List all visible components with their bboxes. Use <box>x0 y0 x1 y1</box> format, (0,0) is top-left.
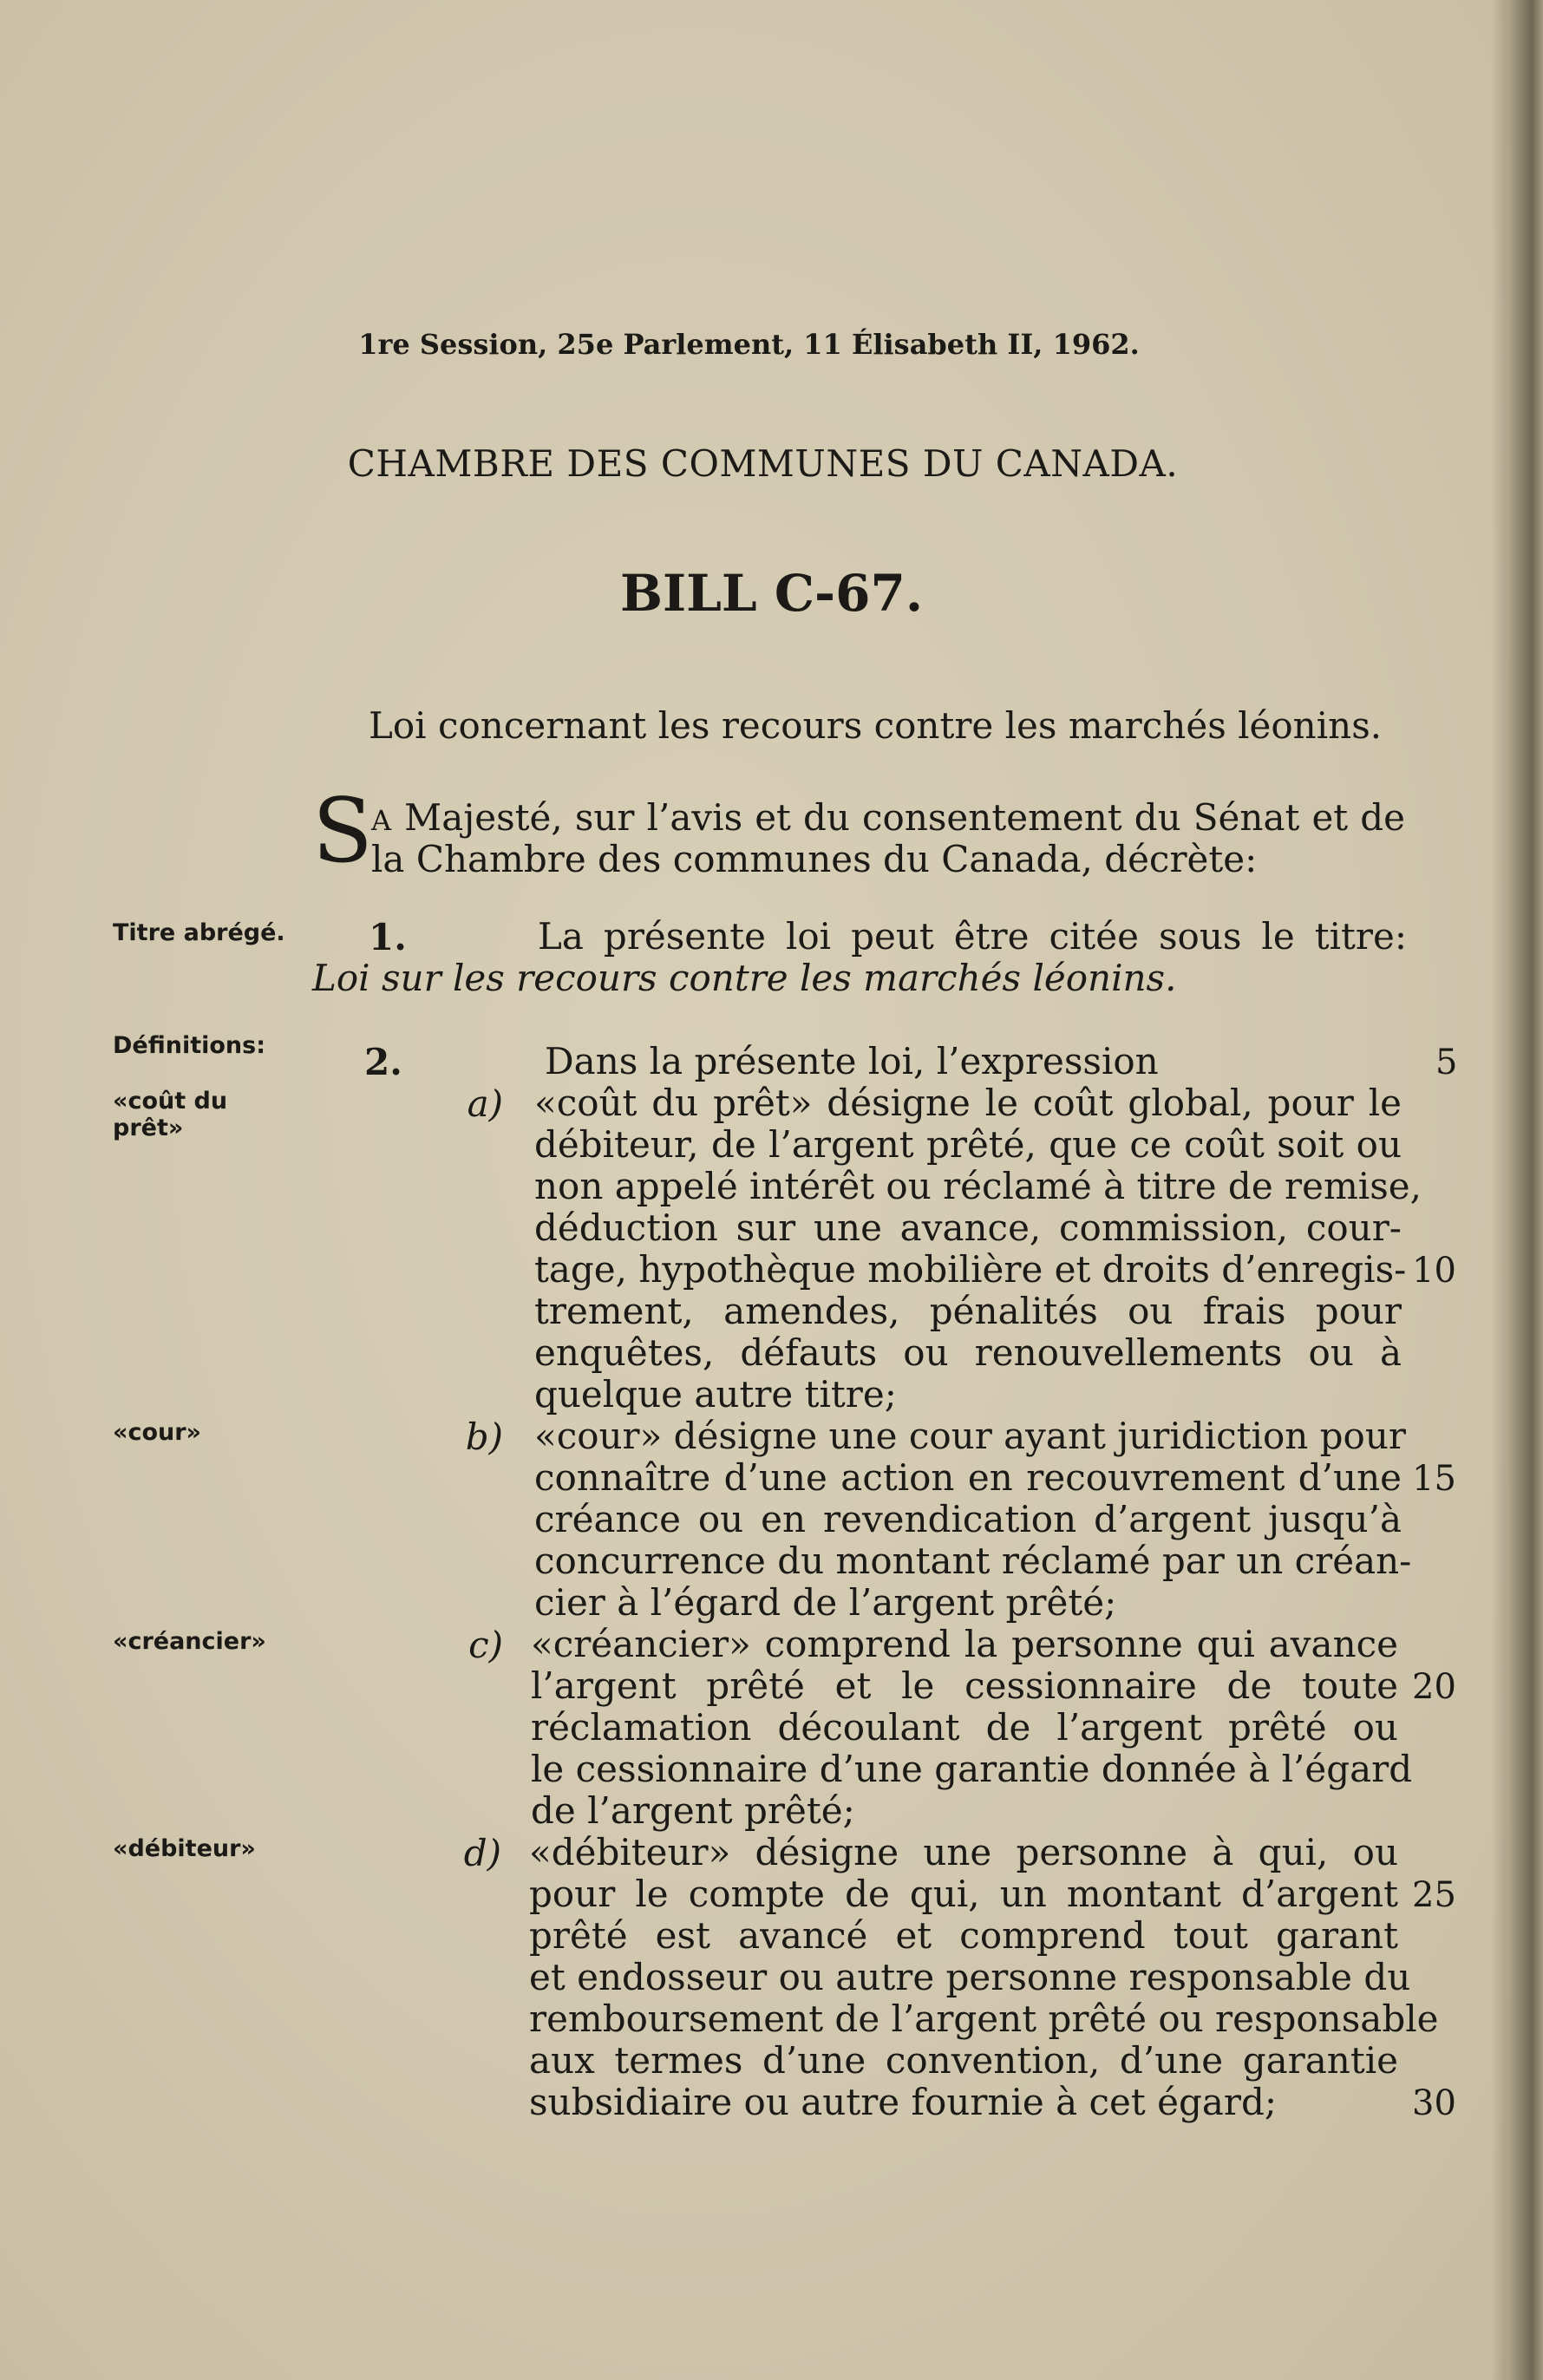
para-d-line: aux termes d’une convention, d’une garantie <box>529 2039 1398 2082</box>
para-d-line: subsidiaire ou autre fournie à cet égard; <box>529 2081 1278 2123</box>
para-b-line: «cour» désigne une cour ayant juridiction pour <box>534 1415 1406 1457</box>
para-d-line: remboursement de l’argent prêté ou responsable <box>529 1998 1439 2040</box>
section-1-number: 1. <box>369 916 407 958</box>
margin-note-short-title: Titre abrégé. <box>113 919 285 946</box>
section-2-intro: Dans la présente loi, l’expression <box>545 1040 1159 1082</box>
enacting-line-1: A Majesté, sur l’avis et du consentement du Sénat et de <box>371 796 1405 839</box>
section-2-number: 2. <box>364 1041 402 1083</box>
para-a-letter: a) <box>467 1082 503 1125</box>
house-header: CHAMBRE DES COMMUNES DU CANADA. <box>347 442 1179 485</box>
enacting-line-2: la Chambre des communes du Canada, décrète: <box>371 838 1258 880</box>
para-d-line: «débiteur» désigne une personne à qui, ou <box>529 1831 1398 1873</box>
bill-number: BILL C-67. <box>619 564 924 623</box>
margin-note-definitions: Définitions: <box>113 1032 266 1059</box>
section-1-line-1: La présente loi peut être citée sous le titre: <box>538 915 1407 958</box>
margin-note-cour: «cour» <box>113 1419 201 1446</box>
section-1-line-2: Loi sur les recours contre les marchés léonins. <box>312 957 1177 999</box>
para-c-line: «créancier» comprend la personne qui avance <box>531 1623 1398 1665</box>
line-number: 10 <box>1412 1251 1456 1291</box>
para-c-letter: c) <box>468 1624 503 1666</box>
line-number: 25 <box>1412 1875 1456 1915</box>
margin-note-cout-du-pret <box>113 1088 227 1141</box>
para-a-line: «coût du prêt» désigne le coût global, pour le <box>534 1082 1402 1124</box>
para-a-line: non appelé intérêt ou réclamé à titre de remise, <box>534 1165 1422 1207</box>
para-b-letter: b) <box>465 1416 503 1458</box>
para-c-line: de l’argent prêté; <box>531 1789 855 1832</box>
line-number: 20 <box>1412 1667 1456 1707</box>
drop-cap: S <box>312 780 373 883</box>
para-a-line: tage, hypothèque mobilière et droits d’enregis- <box>534 1248 1407 1291</box>
margin-note-cout-line-2: prêt» <box>113 1115 184 1141</box>
session-header: 1re Session, 25e Parlement, 11 Élisabeth II, 1962. <box>358 328 1140 361</box>
margin-note-debiteur: «débiteur» <box>113 1835 256 1862</box>
para-d-line: et endosseur ou autre personne responsable du <box>529 1956 1411 1998</box>
line-number: 30 <box>1412 2083 1456 2123</box>
para-a-line: trement, amendes, pénalités ou frais pour <box>534 1290 1402 1332</box>
para-d-line: prêté est avancé et comprend tout garant <box>529 1914 1398 1957</box>
para-d-line: pour le compte de qui, un montant d’argent <box>529 1873 1398 1915</box>
para-a-line: enquêtes, défauts ou renouvellements ou à <box>534 1331 1402 1374</box>
margin-note-cout-line-1: «coût du <box>113 1088 228 1115</box>
para-c-line: l’argent prêté et le cessionnaire de toute <box>531 1664 1398 1707</box>
para-a-line: quelque autre titre; <box>534 1373 897 1416</box>
para-a-line: déduction sur une avance, commission, cour- <box>534 1206 1402 1249</box>
para-c-line: le cessionnaire d’une garantie donnée à l’égard <box>531 1748 1413 1790</box>
long-title: Loi concernant les recours contre les marchés léonins. <box>369 704 1383 747</box>
margin-note-creancier: «créancier» <box>113 1628 266 1655</box>
line-number: 5 <box>1435 1043 1458 1082</box>
enacting-clause <box>312 780 1409 895</box>
line-number: 15 <box>1412 1459 1456 1499</box>
para-c-line: réclamation découlant de l’argent prêté ou <box>531 1706 1398 1749</box>
para-a-line: débiteur, de l’argent prêté, que ce coût soit ou <box>534 1123 1402 1166</box>
para-b-line: créance ou en revendication d’argent jusqu’à <box>534 1498 1402 1540</box>
para-d-letter: d) <box>463 1832 501 1874</box>
para-b-line: connaître d’une action en recouvrement d’une <box>534 1456 1402 1499</box>
para-b-line: concurrence du montant réclamé par un créan- <box>534 1540 1412 1582</box>
para-b-line: cier à l’égard de l’argent prêté; <box>534 1581 1117 1624</box>
